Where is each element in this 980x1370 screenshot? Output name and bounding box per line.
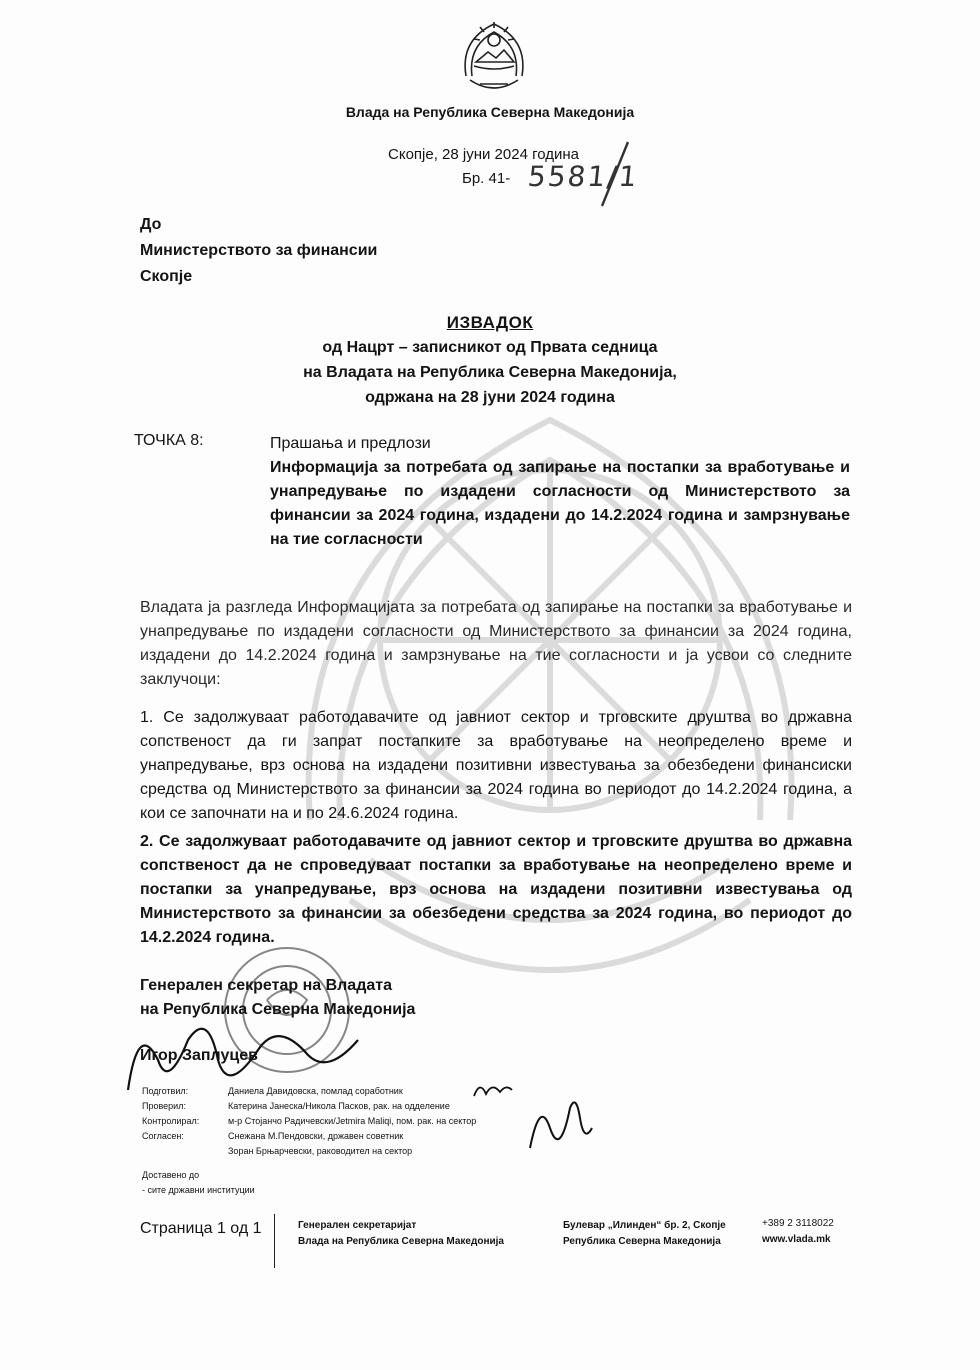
signatory-title-2: на Република Северна Македонија <box>140 1001 416 1018</box>
extract-line-2: на Владата на Република Северна Македонија, <box>303 364 677 381</box>
point-label: ТОЧКА 8: <box>134 432 204 449</box>
extract-line-3: одржана на 28 јуни 2024 година <box>365 389 615 406</box>
conclusion-2: 2. Се задолжуваат работодавачите од јавниот сектор и трговските друштва во државна сопственост да не спроведуваат постапки за вработување на неопределено време и постапки за унапредување, врз основа на издадени позитивни известувања од Министерството за финансии за обезбедени средства за 2024 година, во периодот до 14.2.2024 година. <box>140 833 852 946</box>
extract-line-1: од Нацрт – записникот од Првата седница <box>322 339 658 356</box>
prepared-row: Контролирал: м-р Стојанчо Радичевски/Jetmira Maliqi, пом. рак. на сектор <box>142 1116 477 1126</box>
coat-of-arms-emblem <box>458 18 530 98</box>
addressee-block <box>140 212 377 290</box>
extract-heading: ИЗВАДОК <box>446 313 534 332</box>
prepared-row: Зоран Брњарчевски, раководител на сектор <box>228 1146 413 1156</box>
government-name: Влада на Република Северна Македонија <box>345 104 635 120</box>
handwritten-initials <box>470 1078 516 1100</box>
page-number: Страница 1 од 1 <box>140 1220 262 1237</box>
prepared-row: Проверил: Катерина Јанеска/Никола Пасков, рак. на одделение <box>142 1101 450 1111</box>
conclusion-1: 1. Се задолжуваат работодавачите од јавниот сектор и трговските друштва во државна сопственост да ги запрат постапките за вработување на неопределено време и унапредување, врз основа на издадени позитивни известувања за обезбедени финансиски средства од Министерството за финансии за 2024 година во периодот до 14.2.2024 година, а кои се започнати на и по 24.6.2024 година. <box>140 709 852 822</box>
footer-secretariat: Генерален секретаријат Влада на Република Северна Македонија <box>298 1220 504 1247</box>
registry-number-handwritten: 5581/1 <box>526 160 641 193</box>
addressee-to: До <box>140 216 162 233</box>
footer-divider <box>274 1214 275 1268</box>
footer-contact: +389 2 3118022 www.vlada.mk <box>762 1218 834 1245</box>
signatory-title-1: Генерален секретар на Владата <box>140 977 392 994</box>
place-date: Скопје, 28 јуни 2024 година <box>388 146 580 163</box>
point-category: Прашања и предлози <box>270 435 431 452</box>
prepared-row: Подготвил: Даниела Давидовска, помлад соработник <box>142 1086 403 1096</box>
registry-prefix: Бр. 41- <box>462 170 511 187</box>
signatory-name: Игор Заплуцев <box>140 1047 258 1064</box>
handwritten-signature-2 <box>520 1088 600 1168</box>
addressee-city: Скопје <box>140 268 193 285</box>
footer-address: Булевар „Илинден“ бр. 2, Скопје Република Северна Македонија <box>563 1220 726 1247</box>
point-title: Информација за потребата од запирање на постапки за вработување и унапредување по издадени согласности од Министерството за финансии за 2024 година, издадени до 14.2.2024 година и замрзнување на тие согласности <box>270 459 850 548</box>
extract-heading-block <box>0 310 980 410</box>
delivered-to-recipients: - сите државни институции <box>142 1185 255 1195</box>
delivered-to-block <box>142 1168 255 1198</box>
point-body <box>270 432 850 552</box>
prepared-by-block <box>142 1084 476 1159</box>
delivered-to-label: Доставено до <box>142 1170 200 1180</box>
handwritten-slash <box>590 138 640 210</box>
prepared-row: Согласен: Снежана М.Пендовски, државен советник <box>142 1131 404 1141</box>
intro-paragraph: Владата ја разгледа Информацијата за потребата од запирање на постапки за вработување и унапредување по издадени согласности од Министерството за финансии за 2024 година, издадени до 14.2.2024 година и замрзнување на тие согласности и ја усвои со следните заклучоци: <box>140 599 852 688</box>
addressee-ministry: Министерството за финансии <box>140 242 378 259</box>
